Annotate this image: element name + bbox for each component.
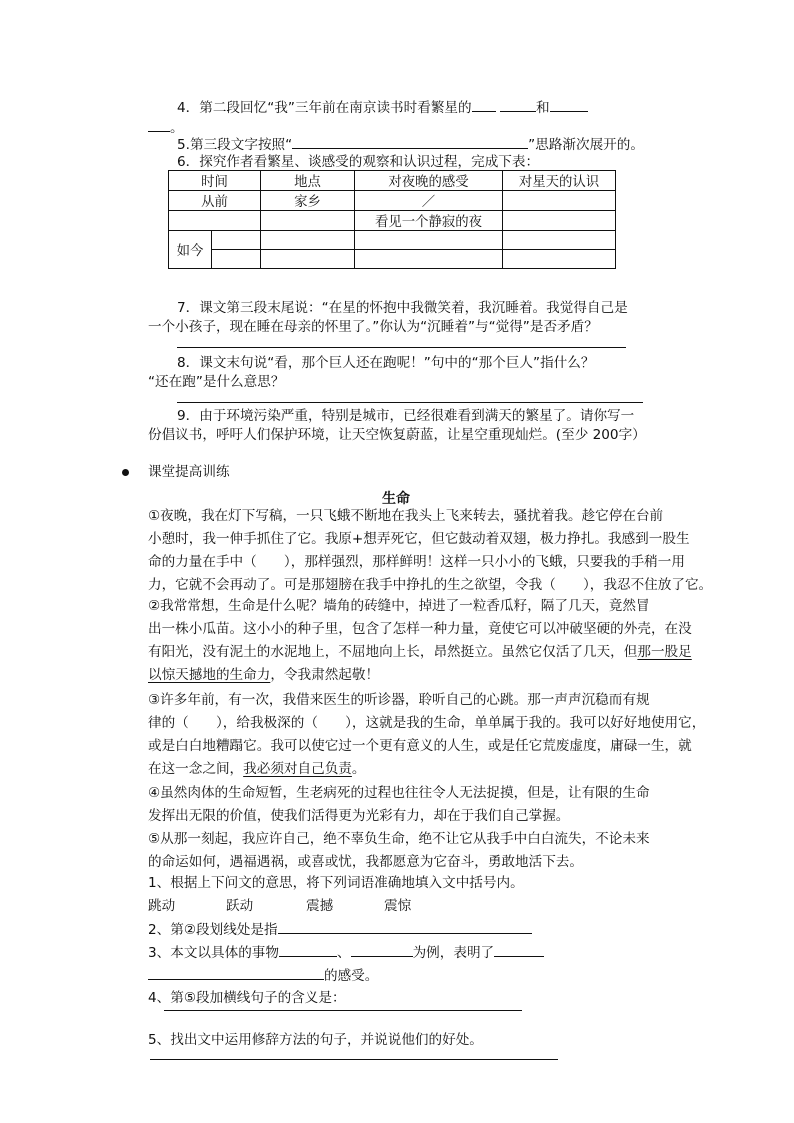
passage-text: 。 [351,761,366,777]
table-cell-now: 如今 [169,231,212,269]
exercise-3-text: 为例，表明了 [412,945,495,961]
exercise-3-end: 的感受。 [324,968,379,984]
passage-line: 出一株小瓜苗。这小小的种子里，包含了怎样一种力量，竟使它可以冲破坚硬的外壳，在没 [148,621,692,637]
passage-line: ③许多年前，有一次，我借来医生的听诊器，聆听自己的心跳。那一声声沉稳而有规 [148,692,650,708]
table-cell [503,250,616,269]
question-5-suffix: ”思路渐次展开的。 [528,137,644,153]
passage-line: 律的（ ），给我极深的（ ），这就是我的生命，单单属于我的。我可以好好地使用它， [148,715,706,731]
blank [278,919,532,934]
table-cell [355,250,503,269]
blank [472,97,496,112]
table-cell [503,191,616,211]
word-choice: 震惊 [384,898,412,914]
word-choices [148,896,411,916]
exercise-3-sep: 、 [337,945,351,961]
passage-line: 的命运如何，遇福遇祸，或喜或忧，我都愿意为它奋斗，勇敢地活下去。 [148,854,583,870]
table-cell [261,250,355,269]
table-row [169,191,616,211]
table-cell [212,250,261,269]
passage-line: ⑤从那一刻起，我应许自己，绝不辜负生命，绝不让它从我手中白白流失，不论未来 [148,831,650,847]
blank [292,134,528,149]
answer-line [164,1010,522,1011]
table-header-row [169,171,616,191]
answer-line [177,402,643,403]
question-9-line2: 份倡议书，呼吁人们保护环境，让天空恢复蔚蓝，让星空重现灿烂。(至少 200字） [148,427,646,443]
table-header: 地点 [261,171,355,191]
passage-line: 小憩时，我一伸手抓住了它。我原+想弄死它，但它鼓动着双翅，极力挣扎。我感到一股生 [148,531,690,547]
table-cell [355,231,503,250]
question-4-end: 。 [170,120,184,136]
passage-line: ②我常常想，生命是什么呢？墙角的砖缝中，掉进了一粒香瓜籽，隔了几天，竟然冒 [148,598,650,614]
table-cell: 看见一个静寂的夜 [355,211,503,231]
underlined-sentence: 我必须对自己负责 [243,761,352,777]
passage-text: 在这一念之间， [148,761,244,777]
passage-line: ①夜晚，我在灯下写稿，一只飞蛾不断地在我头上飞来转去，骚扰着我。趁它停在台前 [148,508,664,524]
blank [550,97,588,112]
passage-line: 发挥出无限的价值，使我们活得更为光彩有力，却在于我们自己掌握。 [148,808,570,824]
blank [351,942,413,957]
question-8-line2: “还在跑”是什么意思？ [148,374,285,390]
question-7-line1: 7．课文第三段末尾说：“在星的怀抱中我微笑着，我沉睡着。我觉得自己是 [177,300,628,316]
passage-line [148,759,366,779]
blank [500,97,536,112]
question-4-text: 4．第二段回忆“我”三年前在南京读书时看繁星的 [177,100,472,116]
question-5-prefix: 5.第三段文字按照“ [177,137,293,153]
underlined-sentence: 以惊天撼地的生命力 [148,667,271,683]
table-cell [503,231,616,250]
blank [279,942,337,957]
passage-line: 命的力量在手中（ ），那样强烈，那样鲜明！这样一只小小的飞蛾，只要我的手稍一用 [148,554,685,570]
word-choice: 震撼 [306,898,334,914]
table-header: 时间 [169,171,261,191]
underlined-sentence: 那一股足 [637,644,692,660]
passage-line: 力，它就不会再动了。可是那翅膀在我手中挣扎的生之欲望，令我（ ），我忍不住放了它。 [148,577,713,593]
table-row [169,250,616,269]
blank [494,942,544,957]
answer-line [150,1059,558,1060]
passage-text: ，令我肃然起敬！ [270,667,380,683]
question-4 [177,97,588,118]
table-cell [261,211,355,231]
table-cell [212,231,261,250]
bullet-icon [122,469,129,476]
exercise-3-cont [148,965,378,986]
question-6: 6．探究作者看繁星、谈感受的观察和认识过程，完成下表： [177,154,540,170]
table-header: 对夜晚的感受 [355,171,503,191]
table-cell [169,211,261,231]
exercise-1: 1、根据上下问文的意思，将下列词语准确地填入文中括号内。 [148,875,524,891]
passage-text: 有阳光，没有泥土的水泥地上，不屈地向上长，昂然挺立。虽然它仅活了几天，但 [148,644,638,660]
table-row [169,211,616,231]
table-cell [261,231,355,250]
blank [148,117,170,132]
exercise-3-text: 3、本文以具体的事物 [148,945,279,961]
question-7-line2: 一个小孩子，现在睡在母亲的怀里了。”你认为“沉睡着”与“觉得”是否矛盾？ [148,319,598,335]
table-cell: 家乡 [261,191,355,211]
exercise-2 [148,919,532,940]
blank [148,965,324,980]
passage-line [148,665,379,685]
question-4-and: 和 [535,100,550,116]
observation-table [168,170,616,269]
section-heading: 课堂提高训练 [148,464,230,480]
exercise-2-text: 2、第②段划线处是指 [148,922,278,938]
answer-line [177,347,626,348]
table-row [169,231,616,250]
question-8-line1: 8．课文末句说“看，那个巨人还在跑呢！”句中的“那个巨人”指什么？ [177,355,595,371]
word-choice: 跳动 [148,898,176,914]
passage-line: ④虽然肉体的生命短暂，生老病死的过程也往往令人无法捉摸，但是，让有限的生命 [148,785,650,801]
question-9-line1: 9．由于环境污染严重，特别是城市，已经很难看到满天的繁星了。请你写一 [177,408,635,424]
exercise-3 [148,942,544,963]
passage-title: 生命 [382,491,410,507]
table-cell: ／ [355,191,503,211]
passage-line [148,642,692,662]
table-cell: 从前 [169,191,261,211]
table-header: 对星天的认识 [503,171,616,191]
passage-line: 或是白白地糟蹋它。我可以使它过一个更有意义的人生，或是任它荒废虚度，庸碌一生，就 [148,738,692,754]
table-cell [503,211,616,231]
exercise-4: 4、第⑤段加横线句子的含义是： [148,990,346,1006]
word-choice: 跃动 [226,898,254,914]
exercise-5: 5、找出文中运用修辞方法的句子，并说说他们的好处。 [148,1032,483,1048]
